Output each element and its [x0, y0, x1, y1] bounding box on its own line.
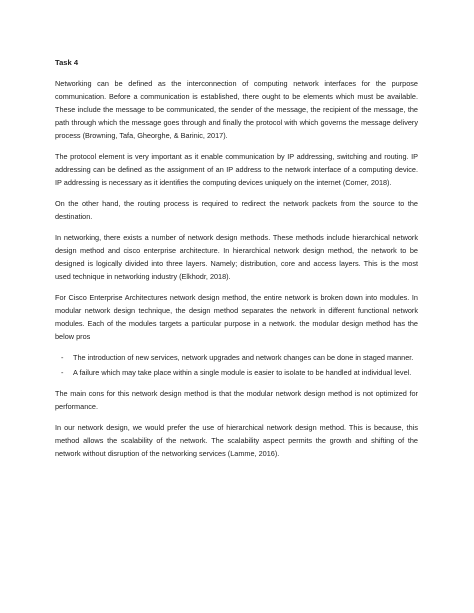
- list-item-text: The introduction of new services, network upgrades and network changes can be done in staged manner.: [73, 353, 414, 362]
- list-item: [55, 351, 418, 364]
- dash-bullet: -: [61, 353, 64, 362]
- task-heading: Task 4: [55, 58, 79, 67]
- paragraph-preferred-method: In our network design, we would prefer the use of hierarchical network design method. This is because, this method allows the scalability of the network. The scalability aspect permits the growth and shifting of the network without disruption of the networking services (Lamme, 2016).: [55, 423, 418, 458]
- list-item-text: A failure which may take place within a single module is easier to isolate to be handled at individual level.: [73, 368, 412, 377]
- paragraph-protocol-element: The protocol element is very important as it enable communication by IP addressing, switching and routing. IP addressing can be defined as the assignment of an IP address to the network interface of a computing device. IP addressing is necessary as it identifies the computing devices uniquely on the internet (Comer, 2018).: [55, 152, 418, 187]
- list-item: [55, 366, 418, 379]
- paragraph-cisco-architecture: For Cisco Enterprise Architectures network design method, the entire network is broken down into modules. In modular network design technique, the design method separates the network in different functional network modules. Each of the modules targets a particular purpose in a network. the modular design method has the below pros: [55, 293, 418, 341]
- dash-bullet: -: [61, 368, 64, 377]
- paragraph-design-methods: In networking, there exists a number of network design methods. These methods include hierarchical network design method and cisco enterprise architecture. In hierarchical network design method, the network to be designed is logically divided into three layers. Namely; distribution, core and access layers. This is the most used technique in networking industry (Elkhodr, 2018).: [55, 233, 418, 281]
- paragraph-cons: The main cons for this network design method is that the modular network design method is not optimized for performance.: [55, 389, 418, 411]
- document-body: [55, 56, 418, 468]
- paragraph-networking-definition: Networking can be defined as the interconnection of computing network interfaces for the purpose communication. Before a communication is established, there ought to be elements which must be available. These include the message to be communicated, the sender of the message, the recipient of the message, the path through which the message goes through and finally the protocol with which governs the message delivery process (Browning, Tafa, Gheorghe, & Barinic, 2017).: [55, 79, 418, 140]
- paragraph-routing-process: On the other hand, the routing process is required to redirect the network packets from the source to the destination.: [55, 199, 418, 221]
- pros-list: [55, 351, 418, 379]
